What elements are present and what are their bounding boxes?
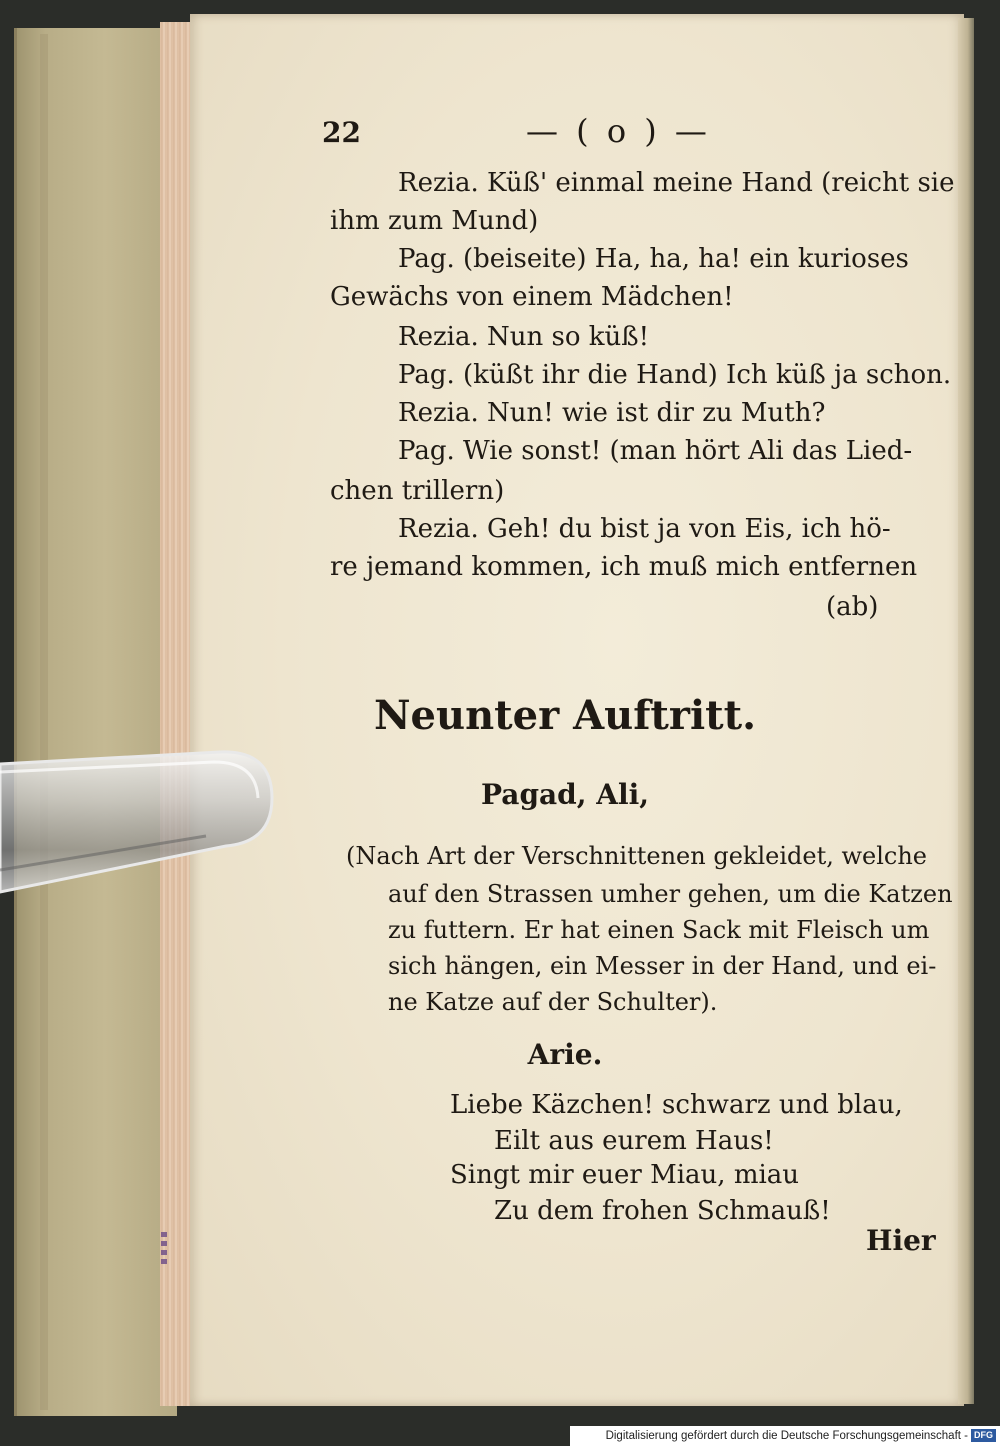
stage-direction-line: sich hängen, ein Messer in der Hand, und ei- xyxy=(388,952,937,980)
glass-weight-icon xyxy=(0,750,275,898)
dialogue-line: Gewächs von einem Mädchen! xyxy=(330,282,734,312)
page-number: 22 xyxy=(322,116,361,149)
dialogue-line: chen trillern) xyxy=(330,476,505,506)
footer-credit xyxy=(570,1426,1000,1446)
aria-verse: Zu dem frohen Schmauß! xyxy=(494,1196,831,1226)
stage-direction-line: zu futtern. Er hat einen Sack mit Fleisch um xyxy=(388,916,930,944)
scene-title: Neunter Auftritt. xyxy=(373,692,757,739)
dfg-logo: DFG xyxy=(971,1429,996,1442)
dialogue-line: re jemand kommen, ich muß mich entfernen xyxy=(330,552,918,582)
aria-verse: Singt mir euer Miau, miau xyxy=(450,1160,800,1190)
glass-page-weight xyxy=(0,750,275,898)
dialogue-line: Rezia. Nun so küß! xyxy=(398,322,650,352)
page-header: — ( o ) — xyxy=(526,112,711,150)
stage-direction-line: ne Katze auf der Schulter). xyxy=(388,988,718,1016)
aria-verse: Liebe Käzchen! schwarz und blau, xyxy=(450,1090,903,1120)
dialogue-line: Rezia. Nun! wie ist dir zu Muth? xyxy=(398,398,826,428)
dialogue-line: ihm zum Mund) xyxy=(330,206,539,236)
stage-direction-line: auf den Strassen umher gehen, um die Katzen xyxy=(388,880,953,908)
dialogue-line: Pag. (küßt ihr die Hand) Ich küß ja schon. xyxy=(398,360,952,390)
scene-cast: Pagad, Ali, xyxy=(481,778,649,811)
dialogue-line: (ab) xyxy=(826,592,879,622)
catchword: Hier xyxy=(866,1224,936,1257)
dialogue-line: Pag. Wie sonst! (man hört Ali das Lied- xyxy=(398,436,913,466)
aria-title: Arie. xyxy=(527,1038,603,1071)
dialogue-line: Rezia. Küß' einmal meine Hand (reicht sie xyxy=(398,168,955,198)
ink-mark xyxy=(161,1232,167,1268)
aria-verse: Eilt aus eurem Haus! xyxy=(494,1126,774,1156)
dialogue-line: Pag. (beiseite) Ha, ha, ha! ein kurioses xyxy=(398,244,909,274)
dialogue-line: Rezia. Geh! du bist ja von Eis, ich hö- xyxy=(398,514,891,544)
stage-direction-line: (Nach Art der Verschnittenen gekleidet, welche xyxy=(346,842,927,870)
footer-text: Digitalisierung gefördert durch die Deutsche Forschungsgemeinschaft - xyxy=(605,1430,968,1442)
